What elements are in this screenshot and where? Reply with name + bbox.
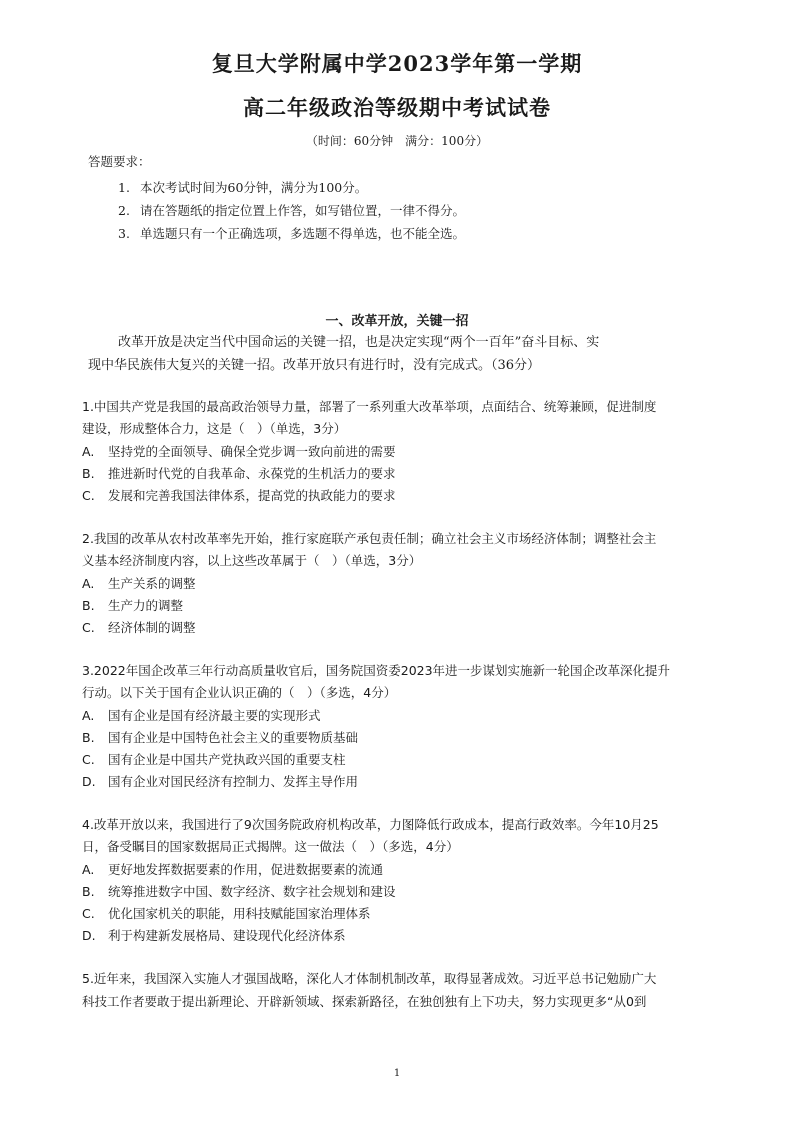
question-5-stem-line1: 5.近年来，我国深入实施人才强国战略，深化人才体制机制改革，取得显著成效。习近平总书记勉励广大 [82,971,657,986]
option-text: 统筹推进数字中国、数字经济、数字社会规划和建设 [108,884,396,899]
requirement-number: 1. [118,180,130,195]
question-1-option-a [82,442,396,460]
requirement-item [118,178,367,196]
question-3-stem-line1: 3.2022年国企改革三年行动高质量收官后，国务院国资委2023年进一步谋划实施新一轮国企改革深化提升 [82,663,671,678]
question-4-option-d [82,926,346,944]
option-text: 国有企业对国民经济有控制力、发挥主导作用 [108,774,359,789]
requirement-item [118,224,465,242]
question-4-stem-line2: 日，备受瞩目的国家数据局正式揭牌。这一做法（ ）（多选，4分） [82,839,459,854]
option-text: 国有企业是中国共产党执政兴国的重要支柱 [108,752,346,767]
option-letter: B. [82,884,95,899]
question-3-option-d [82,772,358,790]
option-text: 利于构建新发展格局、建设现代化经济体系 [108,928,346,943]
exam-time-info: （时间：60分钟 满分：100分） [305,134,489,148]
option-text: 国有企业是中国特色社会主义的重要物质基础 [108,730,359,745]
question-4-option-a [82,860,383,878]
requirement-number: 3. [118,226,130,241]
question-4-stem-line1: 4.改革开放以来，我国进行了9次国务院政府机构改革，力图降低行政成本，提高行政效率。今年10月25 [82,817,659,832]
question-3-option-c [82,750,346,768]
exam-title-school: 复旦大学附属中学2023学年第一学期 [211,51,583,76]
option-text: 国有企业是国有经济最主要的实现形式 [108,708,321,723]
option-letter: A. [82,576,95,591]
section-intro-line: 现中华民族伟大复兴的关键一招。改革开放只有进行时，没有完成式。（36分） [88,358,541,373]
option-text: 更好地发挥数据要素的作用，促进数据要素的流通 [108,862,384,877]
option-letter: A. [82,444,95,459]
page-number: 1 [393,1068,401,1079]
question-3-option-b [82,728,358,746]
requirement-text: 请在答题纸的指定位置上作答，如写错位置，一律不得分。 [140,203,466,218]
option-letter: D. [82,928,96,943]
question-4-option-b [82,882,396,900]
question-2-option-c [82,618,196,636]
option-letter: B. [82,730,95,745]
question-1-option-b [82,464,396,482]
option-text: 坚持党的全面领导、确保全党步调一致向前进的需要 [108,444,396,459]
option-letter: A. [82,708,95,723]
requirement-text: 单选题只有一个正确选项，多选题不得单选，也不能全选。 [140,226,466,241]
option-letter: C. [82,752,95,767]
question-3-stem-line2: 行动。以下关于国有企业认识正确的（ ）（多选，4分） [82,685,397,700]
section-intro-line: 改革开放是决定当代中国命运的关键一招，也是决定实现“两个一百年”奋斗目标、实 [118,335,600,350]
question-2-stem-line1: 2.我国的改革从农村改革率先开始，推行家庭联产承包责任制；确立社会主义市场经济体制；调整社会主 [82,531,657,546]
section-title: 一、改革开放，关键一招 [325,314,469,329]
option-letter: B. [82,598,95,613]
question-4-option-c [82,904,371,922]
option-letter: A. [82,862,95,877]
option-text: 发展和完善我国法律体系，提高党的执政能力的要求 [108,488,396,503]
option-letter: C. [82,906,95,921]
option-letter: B. [82,466,95,481]
option-letter: D. [82,774,96,789]
option-letter: C. [82,488,95,503]
option-text: 推进新时代党的自我革命、永葆党的生机活力的要求 [108,466,396,481]
exam-title-subject: 高二年级政治等级期中考试试卷 [243,95,551,120]
option-text: 生产力的调整 [108,598,184,613]
option-letter: C. [82,620,95,635]
question-2-option-a [82,574,196,592]
question-5-stem-line2: 科技工作者要敢于提出新理论、开辟新领域、探索新路径，在独创独有上下功夫，努力实现更多“从0到 [82,994,647,1009]
option-text: 优化国家机关的职能，用科技赋能国家治理体系 [108,906,371,921]
question-1-stem-line2: 建设，形成整体合力，这是（ ）（单选，3分） [82,421,347,436]
requirement-item [118,201,465,219]
question-3-option-a [82,706,321,724]
question-2-option-b [82,596,183,614]
requirement-text: 本次考试时间为60分钟，满分为100分。 [140,180,368,195]
question-1-stem-line1: 1.中国共产党是我国的最高政治领导力量，部署了一系列重大改革举项，点面结合、统筹兼顾，促进制度 [82,399,657,414]
requirement-number: 2. [118,203,130,218]
option-text: 经济体制的调整 [108,620,196,635]
question-1-option-c [82,486,396,504]
requirements-heading: 答题要求： [88,154,151,169]
question-2-stem-line2: 义基本经济制度内容，以上这些改革属于（ ）（单选，3分） [82,553,422,568]
option-text: 生产关系的调整 [108,576,196,591]
